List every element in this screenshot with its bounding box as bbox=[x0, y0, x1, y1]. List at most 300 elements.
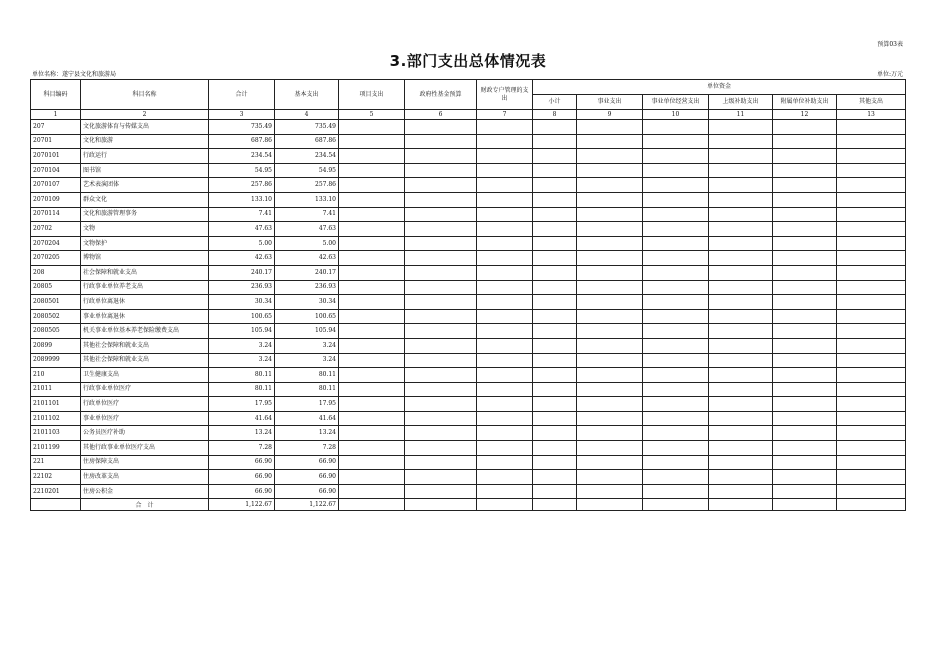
row-empty-cell bbox=[837, 178, 906, 193]
row-empty-cell bbox=[773, 280, 837, 295]
row-name: 行政运行 bbox=[81, 149, 209, 164]
table-row bbox=[31, 338, 906, 353]
unit-measure: 单位:万元 bbox=[876, 71, 903, 78]
row-empty-cell bbox=[405, 163, 477, 178]
row-empty-cell bbox=[837, 134, 906, 149]
page-title: 3.部门支出总体情况表 bbox=[389, 52, 547, 70]
row-empty-cell bbox=[643, 353, 709, 368]
unit-name: 单位名称：遂宁县文化和旅游局 bbox=[32, 71, 117, 78]
table-row bbox=[31, 280, 906, 295]
row-empty-cell bbox=[643, 338, 709, 353]
row-empty-cell bbox=[773, 251, 837, 266]
table-row bbox=[31, 134, 906, 149]
row-code: 208 bbox=[31, 265, 81, 280]
row-name: 公务员医疗补助 bbox=[81, 426, 209, 441]
table-row bbox=[31, 251, 906, 266]
column-number-row bbox=[31, 110, 906, 120]
row-empty-cell bbox=[577, 441, 643, 456]
row-empty-cell bbox=[533, 120, 577, 135]
row-total: 3.24 bbox=[209, 353, 275, 368]
row-empty-cell bbox=[837, 368, 906, 383]
header-unit-funds: 单位资金 bbox=[533, 80, 906, 95]
row-empty-cell bbox=[533, 265, 577, 280]
row-empty-cell bbox=[773, 120, 837, 135]
row-total: 240.17 bbox=[209, 265, 275, 280]
row-basic: 17.95 bbox=[275, 397, 339, 412]
row-empty-cell bbox=[773, 426, 837, 441]
row-empty-cell bbox=[837, 192, 906, 207]
row-empty-cell bbox=[339, 426, 405, 441]
row-empty-cell bbox=[533, 368, 577, 383]
row-empty-cell bbox=[709, 149, 773, 164]
row-empty-cell bbox=[533, 251, 577, 266]
row-empty-cell bbox=[643, 382, 709, 397]
row-empty-cell bbox=[405, 397, 477, 412]
row-empty-cell bbox=[837, 120, 906, 135]
row-empty-cell bbox=[533, 484, 577, 499]
row-empty-cell bbox=[709, 222, 773, 237]
row-empty-cell bbox=[577, 455, 643, 470]
total-code-cell bbox=[31, 499, 81, 511]
row-empty-cell bbox=[339, 324, 405, 339]
row-empty-cell bbox=[477, 134, 533, 149]
row-empty-cell bbox=[709, 353, 773, 368]
row-empty-cell bbox=[773, 295, 837, 310]
row-basic: 80.11 bbox=[275, 368, 339, 383]
row-empty-cell bbox=[577, 382, 643, 397]
row-empty-cell bbox=[773, 149, 837, 164]
row-basic: 13.24 bbox=[275, 426, 339, 441]
row-name: 文化旅游体育与传媒支出 bbox=[81, 120, 209, 135]
column-number: 9 bbox=[577, 110, 643, 120]
table-row bbox=[31, 295, 906, 310]
row-basic: 3.24 bbox=[275, 353, 339, 368]
row-empty-cell bbox=[339, 455, 405, 470]
row-empty-cell bbox=[405, 265, 477, 280]
row-code: 2101101 bbox=[31, 397, 81, 412]
row-total: 105.94 bbox=[209, 324, 275, 339]
row-empty-cell bbox=[837, 324, 906, 339]
row-total: 41.64 bbox=[209, 411, 275, 426]
row-empty-cell bbox=[477, 163, 533, 178]
row-code: 20702 bbox=[31, 222, 81, 237]
table-row bbox=[31, 441, 906, 456]
row-empty-cell bbox=[643, 397, 709, 412]
row-empty-cell bbox=[773, 265, 837, 280]
row-empty-cell bbox=[837, 397, 906, 412]
row-total: 234.54 bbox=[209, 149, 275, 164]
row-empty-cell bbox=[339, 222, 405, 237]
row-basic: 7.41 bbox=[275, 207, 339, 222]
row-empty-cell bbox=[533, 397, 577, 412]
header-upper-subsidy: 上级补助支出 bbox=[709, 95, 773, 110]
row-empty-cell bbox=[643, 368, 709, 383]
row-empty-cell bbox=[709, 178, 773, 193]
row-empty-cell bbox=[837, 338, 906, 353]
header-operating: 事业单位经营支出 bbox=[643, 95, 709, 110]
row-total: 13.24 bbox=[209, 426, 275, 441]
row-empty-cell bbox=[577, 236, 643, 251]
header-name: 科目名称 bbox=[81, 80, 209, 110]
row-empty-cell bbox=[773, 324, 837, 339]
form-number: 预算03表 bbox=[877, 41, 903, 48]
row-empty-cell bbox=[773, 441, 837, 456]
total-empty-cell bbox=[773, 499, 837, 511]
row-empty-cell bbox=[477, 222, 533, 237]
header-code: 科目编码 bbox=[31, 80, 81, 110]
row-empty-cell bbox=[477, 324, 533, 339]
column-number: 13 bbox=[837, 110, 906, 120]
row-name: 行政事业单位医疗 bbox=[81, 382, 209, 397]
row-empty-cell bbox=[577, 207, 643, 222]
row-empty-cell bbox=[339, 207, 405, 222]
row-empty-cell bbox=[577, 309, 643, 324]
row-empty-cell bbox=[709, 382, 773, 397]
row-name: 博物馆 bbox=[81, 251, 209, 266]
row-code: 2101103 bbox=[31, 426, 81, 441]
table-row bbox=[31, 309, 906, 324]
row-empty-cell bbox=[643, 470, 709, 485]
row-empty-cell bbox=[405, 484, 477, 499]
row-total: 66.90 bbox=[209, 484, 275, 499]
row-empty-cell bbox=[405, 280, 477, 295]
row-empty-cell bbox=[577, 192, 643, 207]
row-empty-cell bbox=[477, 441, 533, 456]
row-total: 133.10 bbox=[209, 192, 275, 207]
row-total: 7.28 bbox=[209, 441, 275, 456]
row-empty-cell bbox=[643, 441, 709, 456]
column-number: 7 bbox=[477, 110, 533, 120]
row-empty-cell bbox=[643, 324, 709, 339]
row-empty-cell bbox=[577, 134, 643, 149]
row-empty-cell bbox=[709, 280, 773, 295]
row-name: 文物保护 bbox=[81, 236, 209, 251]
row-empty-cell bbox=[477, 265, 533, 280]
row-empty-cell bbox=[339, 353, 405, 368]
row-total: 257.86 bbox=[209, 178, 275, 193]
row-empty-cell bbox=[643, 192, 709, 207]
row-code: 2101199 bbox=[31, 441, 81, 456]
row-empty-cell bbox=[643, 251, 709, 266]
table-row bbox=[31, 178, 906, 193]
row-code: 22102 bbox=[31, 470, 81, 485]
row-empty-cell bbox=[339, 236, 405, 251]
row-empty-cell bbox=[709, 324, 773, 339]
row-empty-cell bbox=[709, 368, 773, 383]
row-empty-cell bbox=[339, 397, 405, 412]
row-empty-cell bbox=[709, 309, 773, 324]
row-empty-cell bbox=[533, 455, 577, 470]
row-empty-cell bbox=[577, 251, 643, 266]
row-total: 100.65 bbox=[209, 309, 275, 324]
row-name: 文化和旅游管理事务 bbox=[81, 207, 209, 222]
row-empty-cell bbox=[405, 134, 477, 149]
row-empty-cell bbox=[837, 207, 906, 222]
column-number: 5 bbox=[339, 110, 405, 120]
row-empty-cell bbox=[405, 382, 477, 397]
row-empty-cell bbox=[477, 120, 533, 135]
header-special: 财政专户管理的支出 bbox=[477, 80, 533, 110]
table-row bbox=[31, 484, 906, 499]
table-row bbox=[31, 265, 906, 280]
row-empty-cell bbox=[533, 426, 577, 441]
row-empty-cell bbox=[709, 192, 773, 207]
row-empty-cell bbox=[339, 265, 405, 280]
total-label: 合 计 bbox=[81, 499, 209, 511]
row-empty-cell bbox=[533, 207, 577, 222]
row-empty-cell bbox=[533, 309, 577, 324]
header-subtotal: 小计 bbox=[533, 95, 577, 110]
row-name: 群众文化 bbox=[81, 192, 209, 207]
row-basic: 41.64 bbox=[275, 411, 339, 426]
row-name: 机关事业单位基本养老保险缴费支出 bbox=[81, 324, 209, 339]
row-empty-cell bbox=[405, 338, 477, 353]
row-empty-cell bbox=[577, 163, 643, 178]
row-total: 30.34 bbox=[209, 295, 275, 310]
row-code: 2101102 bbox=[31, 411, 81, 426]
row-code: 21011 bbox=[31, 382, 81, 397]
row-empty-cell bbox=[837, 280, 906, 295]
row-name: 住房改革支出 bbox=[81, 470, 209, 485]
table-row bbox=[31, 368, 906, 383]
row-empty-cell bbox=[837, 411, 906, 426]
row-empty-cell bbox=[533, 192, 577, 207]
total-row bbox=[31, 499, 906, 511]
row-empty-cell bbox=[709, 236, 773, 251]
column-number: 12 bbox=[773, 110, 837, 120]
row-name: 社会保障和就业支出 bbox=[81, 265, 209, 280]
row-empty-cell bbox=[339, 178, 405, 193]
table-row bbox=[31, 426, 906, 441]
row-basic: 66.90 bbox=[275, 455, 339, 470]
row-basic: 133.10 bbox=[275, 192, 339, 207]
row-basic: 54.95 bbox=[275, 163, 339, 178]
row-code: 2070114 bbox=[31, 207, 81, 222]
row-total: 735.49 bbox=[209, 120, 275, 135]
row-empty-cell bbox=[837, 265, 906, 280]
row-empty-cell bbox=[837, 470, 906, 485]
row-empty-cell bbox=[837, 309, 906, 324]
row-basic: 257.86 bbox=[275, 178, 339, 193]
row-empty-cell bbox=[577, 120, 643, 135]
table-row bbox=[31, 411, 906, 426]
row-empty-cell bbox=[477, 411, 533, 426]
total-empty-cell bbox=[577, 499, 643, 511]
row-code: 2070101 bbox=[31, 149, 81, 164]
table-row bbox=[31, 397, 906, 412]
row-code: 2080501 bbox=[31, 295, 81, 310]
row-empty-cell bbox=[709, 251, 773, 266]
row-empty-cell bbox=[533, 470, 577, 485]
row-empty-cell bbox=[837, 455, 906, 470]
row-empty-cell bbox=[477, 236, 533, 251]
header-career: 事业支出 bbox=[577, 95, 643, 110]
row-total: 66.90 bbox=[209, 470, 275, 485]
column-number: 2 bbox=[81, 110, 209, 120]
row-empty-cell bbox=[477, 338, 533, 353]
row-code: 2070104 bbox=[31, 163, 81, 178]
row-total: 3.24 bbox=[209, 338, 275, 353]
row-name: 行政单位离退休 bbox=[81, 295, 209, 310]
row-empty-cell bbox=[709, 455, 773, 470]
row-empty-cell bbox=[339, 149, 405, 164]
row-code: 2070204 bbox=[31, 236, 81, 251]
row-code: 2080502 bbox=[31, 309, 81, 324]
row-total: 687.86 bbox=[209, 134, 275, 149]
row-empty-cell bbox=[477, 470, 533, 485]
row-empty-cell bbox=[643, 484, 709, 499]
total-empty-cell bbox=[405, 499, 477, 511]
total-empty-cell bbox=[709, 499, 773, 511]
row-name: 艺术表演团体 bbox=[81, 178, 209, 193]
row-name: 其他社会保障和就业支出 bbox=[81, 353, 209, 368]
row-basic: 735.49 bbox=[275, 120, 339, 135]
row-empty-cell bbox=[477, 353, 533, 368]
row-name: 行政单位医疗 bbox=[81, 397, 209, 412]
row-name: 行政事业单位养老支出 bbox=[81, 280, 209, 295]
row-empty-cell bbox=[339, 120, 405, 135]
row-empty-cell bbox=[533, 149, 577, 164]
row-empty-cell bbox=[709, 470, 773, 485]
row-basic: 240.17 bbox=[275, 265, 339, 280]
row-empty-cell bbox=[339, 411, 405, 426]
row-empty-cell bbox=[339, 470, 405, 485]
row-empty-cell bbox=[533, 134, 577, 149]
row-empty-cell bbox=[533, 163, 577, 178]
row-empty-cell bbox=[773, 134, 837, 149]
row-empty-cell bbox=[577, 324, 643, 339]
header-project: 项目支出 bbox=[339, 80, 405, 110]
total-empty-cell bbox=[643, 499, 709, 511]
row-code: 2070109 bbox=[31, 192, 81, 207]
row-empty-cell bbox=[709, 265, 773, 280]
row-empty-cell bbox=[533, 382, 577, 397]
row-basic: 80.11 bbox=[275, 382, 339, 397]
row-empty-cell bbox=[773, 338, 837, 353]
row-basic: 42.63 bbox=[275, 251, 339, 266]
row-empty-cell bbox=[339, 280, 405, 295]
row-empty-cell bbox=[405, 455, 477, 470]
row-empty-cell bbox=[339, 163, 405, 178]
row-empty-cell bbox=[533, 236, 577, 251]
header-gov-fund: 政府性基金预算 bbox=[405, 80, 477, 110]
row-empty-cell bbox=[643, 426, 709, 441]
row-empty-cell bbox=[405, 353, 477, 368]
row-total: 54.95 bbox=[209, 163, 275, 178]
row-empty-cell bbox=[643, 149, 709, 164]
row-empty-cell bbox=[477, 309, 533, 324]
row-empty-cell bbox=[577, 411, 643, 426]
row-code: 207 bbox=[31, 120, 81, 135]
row-empty-cell bbox=[477, 251, 533, 266]
table-row bbox=[31, 163, 906, 178]
header-affiliated: 附属单位补助支出 bbox=[773, 95, 837, 110]
row-empty-cell bbox=[533, 295, 577, 310]
row-code: 221 bbox=[31, 455, 81, 470]
row-empty-cell bbox=[339, 368, 405, 383]
header-total: 合计 bbox=[209, 80, 275, 110]
row-code: 20701 bbox=[31, 134, 81, 149]
column-number: 8 bbox=[533, 110, 577, 120]
row-name: 事业单位离退休 bbox=[81, 309, 209, 324]
row-empty-cell bbox=[773, 236, 837, 251]
row-empty-cell bbox=[643, 222, 709, 237]
row-name: 文化和旅游 bbox=[81, 134, 209, 149]
row-name: 卫生健康支出 bbox=[81, 368, 209, 383]
row-empty-cell bbox=[339, 192, 405, 207]
row-empty-cell bbox=[773, 455, 837, 470]
column-number: 11 bbox=[709, 110, 773, 120]
row-total: 42.63 bbox=[209, 251, 275, 266]
row-basic: 236.93 bbox=[275, 280, 339, 295]
row-name: 其他行政事业单位医疗支出 bbox=[81, 441, 209, 456]
row-empty-cell bbox=[477, 397, 533, 412]
table-row bbox=[31, 382, 906, 397]
row-empty-cell bbox=[837, 484, 906, 499]
row-empty-cell bbox=[477, 426, 533, 441]
total-empty-cell bbox=[837, 499, 906, 511]
row-empty-cell bbox=[643, 120, 709, 135]
row-empty-cell bbox=[643, 280, 709, 295]
row-name: 事业单位医疗 bbox=[81, 411, 209, 426]
row-empty-cell bbox=[533, 222, 577, 237]
total-empty-cell bbox=[533, 499, 577, 511]
row-empty-cell bbox=[477, 178, 533, 193]
total-empty-cell bbox=[477, 499, 533, 511]
row-empty-cell bbox=[533, 324, 577, 339]
row-empty-cell bbox=[709, 426, 773, 441]
column-number: 3 bbox=[209, 110, 275, 120]
row-empty-cell bbox=[533, 178, 577, 193]
row-basic: 30.34 bbox=[275, 295, 339, 310]
row-empty-cell bbox=[477, 455, 533, 470]
row-empty-cell bbox=[577, 426, 643, 441]
table-row bbox=[31, 222, 906, 237]
header-other: 其他支出 bbox=[837, 95, 906, 110]
row-empty-cell bbox=[577, 368, 643, 383]
row-empty-cell bbox=[837, 426, 906, 441]
row-empty-cell bbox=[643, 295, 709, 310]
row-empty-cell bbox=[477, 295, 533, 310]
row-empty-cell bbox=[577, 280, 643, 295]
row-code: 210 bbox=[31, 368, 81, 383]
total-amount: 1,122.67 bbox=[209, 499, 275, 511]
row-empty-cell bbox=[405, 411, 477, 426]
row-empty-cell bbox=[709, 163, 773, 178]
row-name: 其他社会保障和就业支出 bbox=[81, 338, 209, 353]
row-empty-cell bbox=[405, 368, 477, 383]
row-basic: 7.28 bbox=[275, 441, 339, 456]
row-empty-cell bbox=[339, 134, 405, 149]
row-total: 236.93 bbox=[209, 280, 275, 295]
row-empty-cell bbox=[709, 411, 773, 426]
row-empty-cell bbox=[477, 207, 533, 222]
row-basic: 5.00 bbox=[275, 236, 339, 251]
row-total: 5.00 bbox=[209, 236, 275, 251]
table-row bbox=[31, 149, 906, 164]
row-empty-cell bbox=[773, 309, 837, 324]
row-empty-cell bbox=[837, 353, 906, 368]
row-code: 20899 bbox=[31, 338, 81, 353]
row-empty-cell bbox=[709, 134, 773, 149]
row-total: 47.63 bbox=[209, 222, 275, 237]
row-basic: 47.63 bbox=[275, 222, 339, 237]
row-empty-cell bbox=[577, 470, 643, 485]
row-empty-cell bbox=[405, 178, 477, 193]
row-empty-cell bbox=[643, 236, 709, 251]
row-empty-cell bbox=[837, 222, 906, 237]
row-empty-cell bbox=[773, 411, 837, 426]
